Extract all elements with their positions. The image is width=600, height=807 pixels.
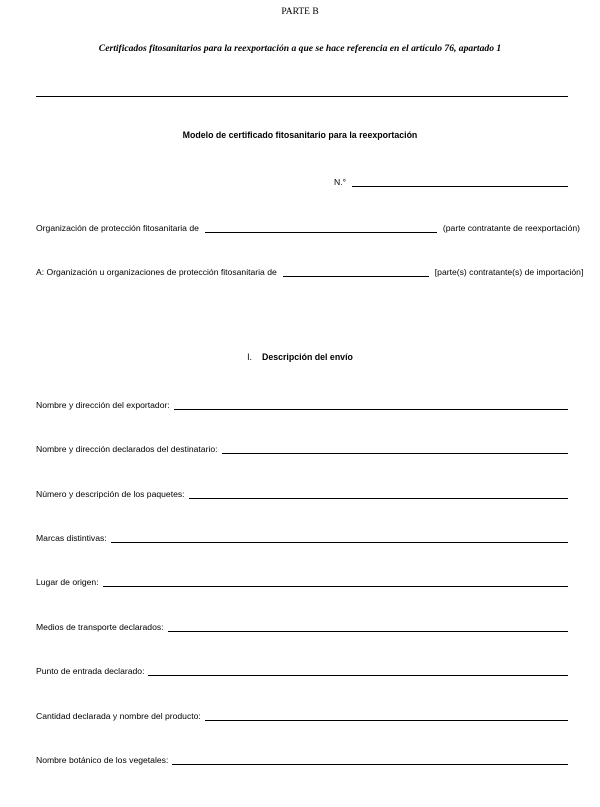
reexporting-organization-label: Organización de protección fitosanitaria de: [36, 223, 199, 233]
form-field-row: [36, 661, 568, 676]
form-field-row: [36, 750, 568, 765]
consignee-name-address-field[interactable]: [222, 439, 568, 454]
means-of-conveyance-field[interactable]: [168, 617, 568, 632]
reexporting-organization-field[interactable]: [205, 218, 437, 233]
section-title: Descripción del envío: [261, 352, 353, 362]
form-field-row: [36, 706, 568, 721]
place-of-origin-field[interactable]: [103, 572, 568, 587]
place-of-origin-label: Lugar de origen:: [36, 577, 99, 587]
part-label: PARTE B: [281, 7, 319, 17]
certificate-number-row: [334, 173, 568, 187]
quantity-product-label: Cantidad declarada y nombre del producto:: [36, 711, 201, 721]
form-field-row: [36, 439, 568, 454]
certificate-number-field[interactable]: [352, 173, 568, 187]
exporter-name-address-field[interactable]: [174, 395, 568, 410]
botanical-name-field[interactable]: [172, 750, 568, 765]
section-number: I.: [247, 352, 252, 362]
point-of-entry-field[interactable]: [148, 661, 568, 676]
point-of-entry-label: Punto de entrada declarado:: [36, 666, 145, 676]
form-field-row: [36, 528, 568, 543]
packages-label: Número y descripción de los paquetes:: [36, 489, 185, 499]
importing-organization-field[interactable]: [283, 262, 429, 277]
botanical-name-label: Nombre botánico de los vegetales:: [36, 755, 169, 765]
title-divider: [36, 96, 568, 97]
form-field-row: [36, 484, 568, 499]
reexporting-party-note: (parte contratante de reexportación): [442, 223, 581, 233]
form-field-row: [36, 617, 568, 632]
distinguishing-marks-label: Marcas distintivas:: [36, 533, 107, 543]
section-heading: [0, 352, 600, 362]
certificate-number-label: N.°: [334, 177, 347, 187]
exporter-name-address-label: Nombre y dirección del exportador:: [36, 400, 170, 410]
distinguishing-marks-field[interactable]: [111, 528, 568, 543]
consignee-name-address-label: Nombre y dirección declarados del destinatario:: [36, 444, 218, 454]
packages-field[interactable]: [189, 484, 568, 499]
quantity-product-field[interactable]: [205, 706, 568, 721]
certificate-model-title: Modelo de certificado fitosanitario para la reexportación: [182, 130, 418, 140]
importing-party-note: [parte(s) contratante(s) de importación]: [434, 267, 584, 277]
annex-title: Certificados fitosanitarios para la reexportación a que se hace referencia en el artículo 76, apartado 1: [98, 43, 502, 54]
means-of-conveyance-label: Medios de transporte declarados:: [36, 622, 164, 632]
form-field-row: [36, 572, 568, 587]
reexporting-organization-row: [36, 218, 581, 233]
importing-organization-label: A: Organización u organizaciones de protección fitosanitaria de: [36, 267, 277, 277]
importing-organization-row: [36, 262, 584, 277]
form-field-row: [36, 395, 568, 410]
